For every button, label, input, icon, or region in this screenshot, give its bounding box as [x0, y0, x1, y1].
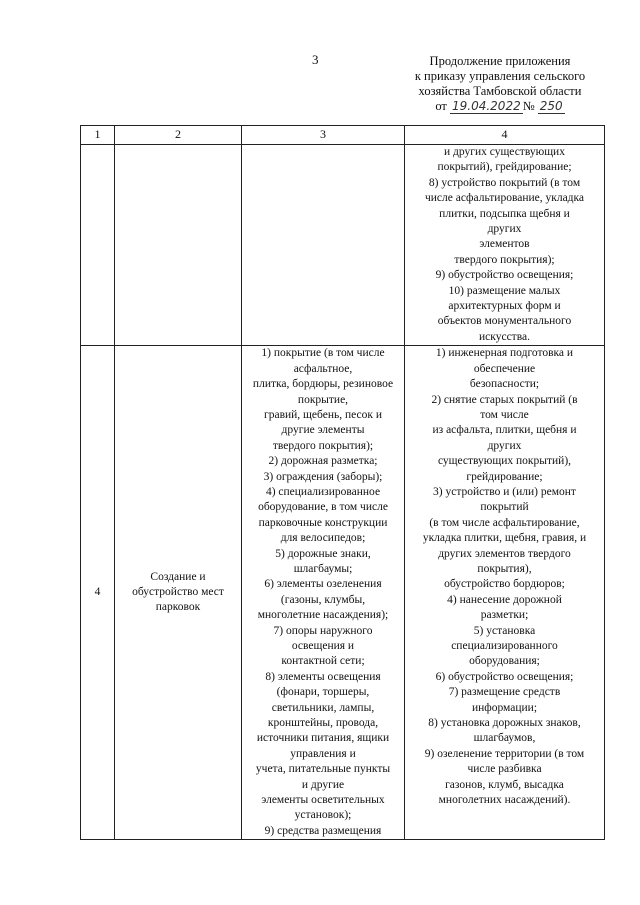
- text-line: 1) инженерная подготовка и: [435, 347, 574, 360]
- text-line: покрытие,: [297, 393, 349, 406]
- header-cell-1: 1: [81, 126, 115, 145]
- text-line: других: [487, 439, 522, 452]
- text-line: 1) покрытие (в том числе: [261, 347, 385, 360]
- header-cell-2: 2: [115, 126, 242, 145]
- text-line: учета, питательные пункты: [255, 763, 391, 776]
- text-line: 6) обустройство освещения;: [435, 670, 574, 683]
- text-line: гравий, щебень, песок и: [264, 408, 382, 421]
- text-line: освещения и: [291, 640, 355, 652]
- text-line: 10) размещение малых: [448, 284, 561, 297]
- text-line: 3) ограждения (заборы);: [263, 470, 383, 483]
- text-line: парковочные конструкции: [258, 516, 388, 529]
- header-cell-3: 3: [242, 126, 405, 145]
- text-line: элементы осветительных: [261, 794, 385, 807]
- text-line: установок);: [294, 809, 352, 822]
- text-line: 5) установка: [473, 624, 536, 637]
- appendix-header: [400, 54, 600, 114]
- cell-continued-col4: [405, 145, 605, 346]
- text-line: покрытий), грейдирование;: [437, 161, 572, 174]
- text-line: покрытия),: [477, 562, 532, 575]
- text-line: 2) снятие старых покрытий (в: [431, 393, 578, 406]
- text-line: 2) дорожная разметка;: [268, 455, 378, 468]
- text-line: информации;: [471, 701, 538, 714]
- appendix-table: [80, 125, 605, 840]
- text-line: искусства.: [479, 330, 530, 343]
- text-line: 6) элементы озеленения: [264, 578, 382, 591]
- page-number: 3: [312, 52, 319, 67]
- text-line: обустройство бордюров;: [444, 578, 565, 591]
- text-line: том числе: [480, 408, 529, 421]
- text-line: многолетние насаждения);: [257, 609, 389, 622]
- text-line: (в том числе асфальтирование,: [429, 516, 580, 529]
- text-line: контактной сети;: [281, 655, 365, 668]
- text-line: 8) устройство покрытий (в том: [428, 176, 581, 189]
- text-line: оборудования;: [469, 655, 540, 668]
- text-line: и другие: [301, 778, 345, 791]
- table-row-continued: [81, 145, 605, 346]
- text-line: 8) установка дорожных знаков,: [428, 717, 581, 730]
- text-line: разметки;: [480, 609, 529, 622]
- table-header-row: [81, 126, 605, 145]
- text-line: 9) озеленение территории (в том: [424, 747, 585, 760]
- text-line: светильники, лампы,: [271, 701, 375, 714]
- text-line: архитектурных форм и: [448, 300, 561, 313]
- text-line: шлагбаумы;: [293, 562, 353, 575]
- table-row-4: [81, 346, 605, 840]
- text-line: (газоны, клумбы,: [280, 593, 366, 606]
- cell-row-number: 4: [81, 346, 115, 840]
- text-line: газонов, клумб, высадка: [445, 778, 564, 791]
- text-line: числе асфальтирование, укладка: [424, 192, 585, 205]
- text-line: 3) устройство и (или) ремонт: [433, 485, 576, 498]
- text-line: специализированного: [451, 640, 558, 652]
- text-line: парковок: [155, 601, 201, 614]
- cell-works-list: [405, 346, 605, 840]
- text-line: 9) обустройство освещения;: [435, 269, 574, 282]
- cell-empty-col3: [242, 145, 405, 346]
- text-line: обустройство мест: [132, 586, 224, 599]
- text-line: 4) нанесение дорожной: [447, 593, 562, 606]
- cell-empty-num: [81, 145, 115, 346]
- text-line: и других существующих: [444, 146, 565, 158]
- text-line: обеспечение: [473, 362, 536, 375]
- text-line: 9) средства размещения: [264, 824, 382, 837]
- handwritten-date: 19.04.2022: [452, 99, 521, 113]
- handwritten-number: 250: [539, 99, 563, 113]
- text-line: плитки, подсыпка щебня и: [439, 207, 570, 220]
- header-cell-4: 4: [405, 126, 605, 145]
- header-date-line: [400, 99, 600, 114]
- text-line: укладка плитки, щебня, гравия, и: [422, 532, 587, 545]
- cell-elements-list: [242, 346, 405, 840]
- text-line: покрытий: [480, 501, 529, 514]
- text-line: 8) элементы освещения: [265, 670, 381, 683]
- text-line: элементов: [479, 238, 530, 251]
- date-prefix: от: [435, 99, 447, 113]
- text-line: 4) специализированное: [265, 485, 381, 498]
- text-line: существующих покрытий),: [437, 455, 572, 468]
- text-line: 7) размещение средств: [448, 686, 561, 699]
- text-line: управления и: [290, 747, 356, 760]
- text-line: источники питания, ящики: [256, 732, 390, 745]
- text-line: для велосипедов;: [280, 532, 366, 545]
- text-line: асфальтное,: [293, 362, 353, 375]
- text-line: безопасности;: [469, 378, 540, 391]
- text-line: числе разбивка: [467, 763, 542, 776]
- text-line: кронштейны, провода,: [267, 717, 379, 730]
- header-line-1: Продолжение приложения: [429, 54, 571, 68]
- text-line: грейдирование;: [466, 470, 543, 483]
- text-line: плитка, бордюры, резиновое: [252, 378, 394, 391]
- text-line: 5) дорожные знаки,: [275, 547, 371, 560]
- number-sign: №: [522, 99, 535, 113]
- cell-empty-name: [115, 145, 242, 346]
- header-line-2: к приказу управления сельского: [414, 69, 586, 83]
- text-line: (фонари, торшеры,: [276, 686, 370, 699]
- text-line: шлагбаумов,: [473, 732, 536, 745]
- text-line: 7) опоры наружного: [273, 624, 373, 637]
- header-line-3: хозяйства Тамбовской области: [418, 84, 582, 98]
- text-line: многолетних насаждений).: [438, 794, 571, 807]
- text-line: других элементов твердого: [438, 547, 571, 560]
- text-line: другие элементы: [281, 424, 365, 437]
- text-line: Создание и: [150, 570, 206, 583]
- text-line: твердого покрытия);: [454, 253, 555, 266]
- text-line: оборудование, в том числе: [258, 501, 388, 514]
- text-line: объектов монументального: [437, 315, 572, 328]
- text-line: твердого покрытия);: [272, 439, 374, 452]
- cell-row-name: [115, 346, 242, 840]
- text-line: других: [487, 223, 522, 236]
- text-line: из асфальта, плитки, щебня и: [432, 424, 577, 437]
